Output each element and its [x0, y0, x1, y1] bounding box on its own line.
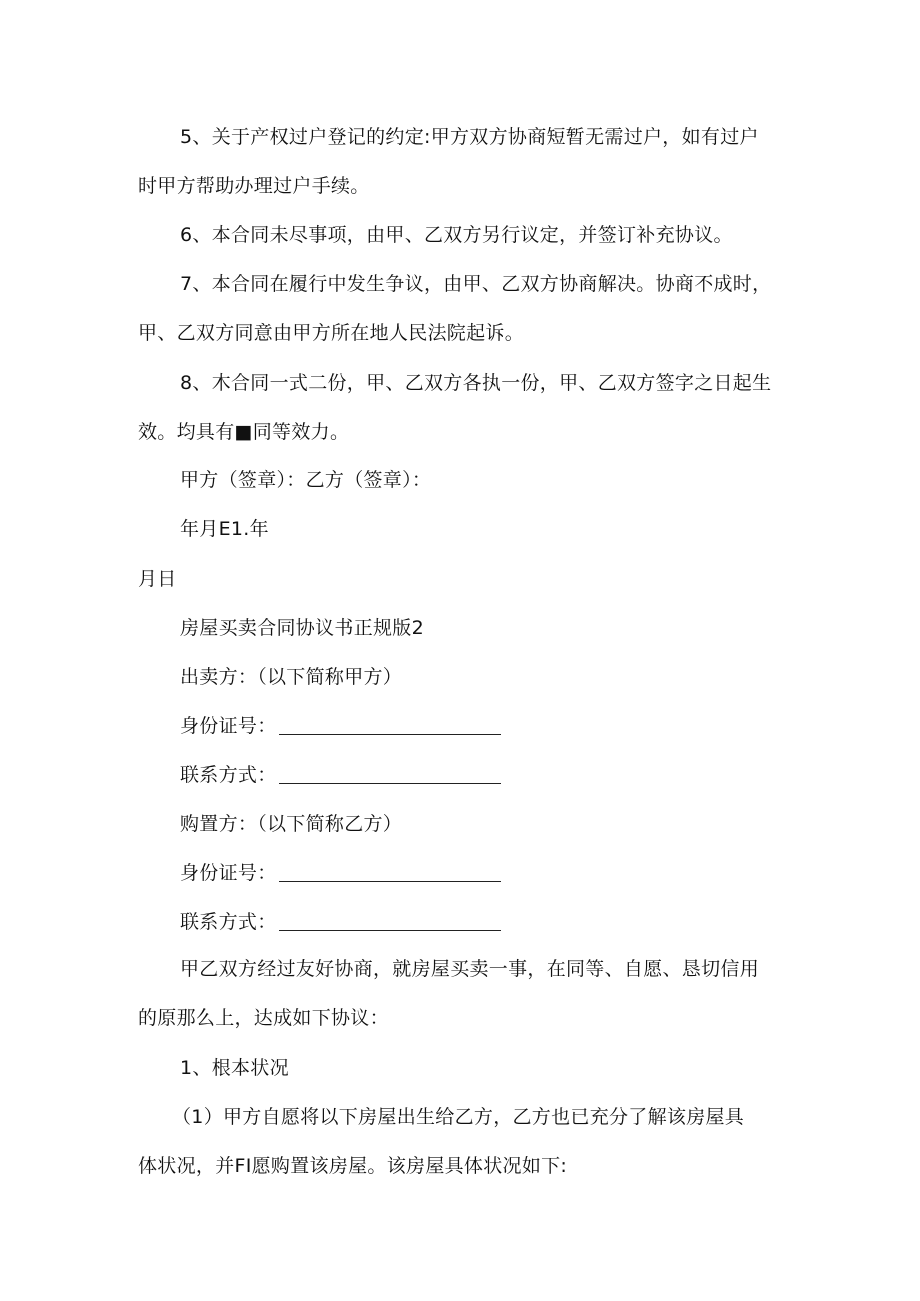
buyer-contact-blank[interactable]	[279, 912, 501, 931]
intro-line-2: 的原那么上，达成如下协议：	[138, 1007, 389, 1029]
buyer-id-blank[interactable]	[279, 863, 501, 882]
clause-7-line-1: 7、本合同在履行中发生争议，由甲、乙双方协商解决。协商不成时，	[180, 273, 772, 295]
section-1-item-1-line-2: 体状况，并FI愿购置该房屋。该房屋具体状况如下:	[138, 1155, 568, 1177]
seller-label: 出卖方：（以下简称甲方）	[180, 666, 403, 688]
buyer-id-row	[180, 861, 501, 885]
clause-8-line-2: 效。均具有■同等效力。	[138, 421, 350, 443]
clause-8-line-1: 8、木合同一式二份，甲、乙双方各执一份，甲、乙双方签字之日起生	[180, 372, 772, 394]
section-1-title: 1、根本状况	[180, 1057, 289, 1079]
seller-contact-blank[interactable]	[279, 765, 501, 784]
seller-contact-label: 联系方式：	[180, 764, 277, 786]
clause-5-line-2: 时甲方帮助办理过户手续。	[138, 175, 370, 197]
seller-id-label: 身份证号：	[180, 715, 277, 737]
intro-line-1: 甲乙双方经过友好协商，就房屋买卖一事，在同等、自愿、恳切信用	[180, 958, 760, 980]
buyer-contact-row	[180, 910, 501, 934]
seller-contact-row	[180, 763, 501, 787]
clause-7-line-2: 甲、乙双方同意由甲方所在地人民法院起诉。	[138, 322, 525, 344]
seller-id-row	[180, 714, 501, 738]
second-contract-title: 房屋买卖合同协议书正规版2	[180, 617, 424, 639]
seller-id-blank[interactable]	[279, 716, 501, 735]
clause-6: 6、本合同未尽事项，由甲、乙双方另行议定，并签订补充协议。	[180, 224, 733, 246]
section-1-item-1-line-1: （1）甲方自愿将以下房屋出生给乙方，乙方也已充分了解该房屋具	[172, 1106, 745, 1128]
signature-line: 甲方（签章）：乙方（签章）：	[180, 469, 432, 491]
buyer-contact-label: 联系方式：	[180, 911, 277, 933]
date-line-2: 月日	[138, 568, 177, 590]
buyer-id-label: 身份证号：	[180, 862, 277, 884]
date-line-1: 年月E1.年	[180, 518, 269, 540]
buyer-label: 购置方：（以下简称乙方）	[180, 813, 403, 835]
clause-5-line-1: 5、关于产权过户登记的约定:甲方双方协商短暂无需过户，如有过户	[180, 126, 759, 148]
